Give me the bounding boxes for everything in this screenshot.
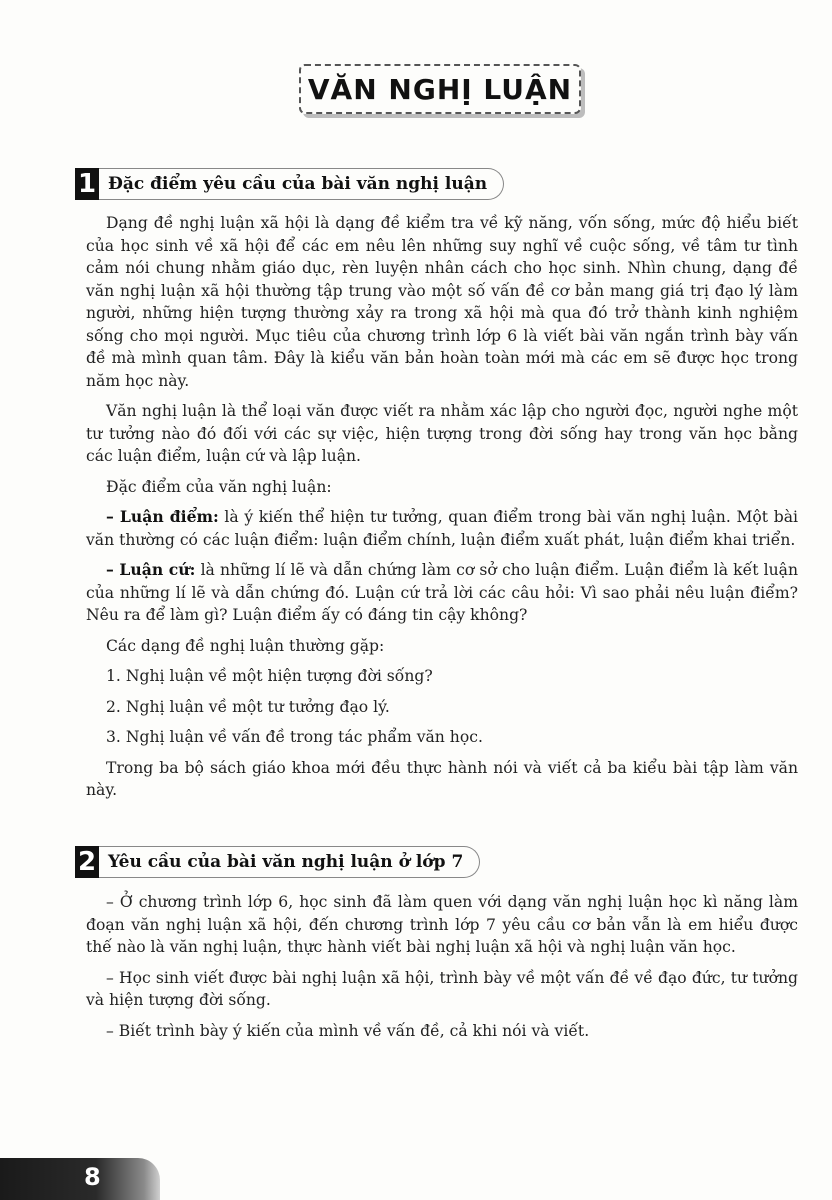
section-1-paragraph-3: Đặc điểm của văn nghị luận:: [106, 477, 332, 496]
page-title-box: [299, 64, 581, 114]
section-1-paragraph-2: Văn nghị luận là thể loại văn được viết ra nhằm xác lập cho người đọc, người nghe một tư tưởng nào đó đối với các sự việc, hiện tượng trong đời sống hay trong văn học bằng các luận điểm, luận cứ và lập luận.: [86, 402, 798, 465]
section-1-body: [86, 212, 798, 810]
section-2-body: [86, 891, 798, 1050]
page-number-tab: [0, 1158, 160, 1200]
list-item: 3. Nghị luận về vấn đề trong tác phẩm văn học.: [106, 728, 483, 746]
section-1-paragraph-6: Các dạng đề nghị luận thường gặp:: [106, 636, 385, 655]
section-1-luan-diem: [86, 506, 798, 551]
section-1-luan-cu: [86, 559, 798, 627]
section-1-header: [75, 168, 504, 200]
luan-diem-text: là ý kiến thể hiện tư tưởng, quan điểm trong bài văn nghị luận. Một bài văn thường có các luận điểm: luận điểm chính, luận điểm xuất phát, luận điểm khai triển.: [86, 508, 798, 549]
luan-cu-term: – Luận cứ:: [106, 560, 196, 579]
section-1-number: 1: [75, 168, 99, 200]
luan-diem-term: – Luận điểm:: [106, 507, 219, 526]
section-2-paragraph-3: – Biết trình bày ý kiến của mình về vấn đề, cả khi nói và viết.: [106, 1021, 590, 1040]
section-2-header: [75, 846, 480, 878]
section-2-paragraph-1: – Ở chương trình lớp 6, học sinh đã làm quen với dạng văn nghị luận học kì năng làm đoạn văn nghị luận xã hội, đến chương trình lớp 7 yêu cầu cơ bản vẫn là em hiểu được thế nào là văn nghị luận, thực hành viết bài nghị luận xã hội và nghị luận văn học.: [86, 893, 798, 956]
luan-cu-text: là những lí lẽ và dẫn chứng làm cơ sở cho luận điểm. Luận điểm là kết luận của những lí lẽ và dẫn chứng đó. Luận cứ trả lời các câu hỏi: Vì sao phải nêu luận điểm? Nêu ra để làm gì? Luận điểm ấy có đáng tin cậy không?: [86, 561, 798, 624]
section-1-paragraph-7: Trong ba bộ sách giáo khoa mới đều thực hành nói và viết cả ba kiểu bài tập làm văn này.: [86, 758, 798, 799]
list-item: 2. Nghị luận về một tư tưởng đạo lý.: [106, 697, 390, 716]
section-1-heading: Đặc điểm yêu cầu của bài văn nghị luận: [108, 174, 488, 194]
section-2-number: 2: [75, 846, 99, 878]
page-number: 8: [84, 1163, 101, 1191]
list-item: 1. Nghị luận về một hiện tượng đời sống?: [106, 667, 433, 685]
section-2-paragraph-2: – Học sinh viết được bài nghị luận xã hội, trình bày về một vấn đề về đạo đức, tư tưởng và hiện tượng đời sống.: [86, 968, 798, 1009]
section-1-paragraph-1: Dạng đề nghị luận xã hội là dạng đề kiểm tra về kỹ năng, vốn sống, mức độ hiểu biết của học sinh về xã hội để các em nêu lên những suy nghĩ về cuộc sống, về tâm tư tình cảm nói chung nhằm giáo dục, rèn luyện nhân cách cho học sinh. Nhìn chung, dạng đề văn nghị luận xã hội thường tập trung vào một số vấn đề cơ bản mang giá trị đạo lý làm người, những hiện tượng thường xảy ra trong xã hội mà qua đó trở thành kinh nghiệm sống cho mọi người. Mục tiêu của chương trình lớp 6 là viết bài văn ngắn trình bày vấn đề mà mình quan tâm. Đây là kiểu văn bản hoàn toàn mới mà các em sẽ được học trong năm học này.: [86, 214, 798, 390]
section-2-heading: Yêu cầu của bài văn nghị luận ở lớp 7: [108, 852, 464, 872]
page-title: VĂN NGHỊ LUẬN: [307, 72, 573, 106]
